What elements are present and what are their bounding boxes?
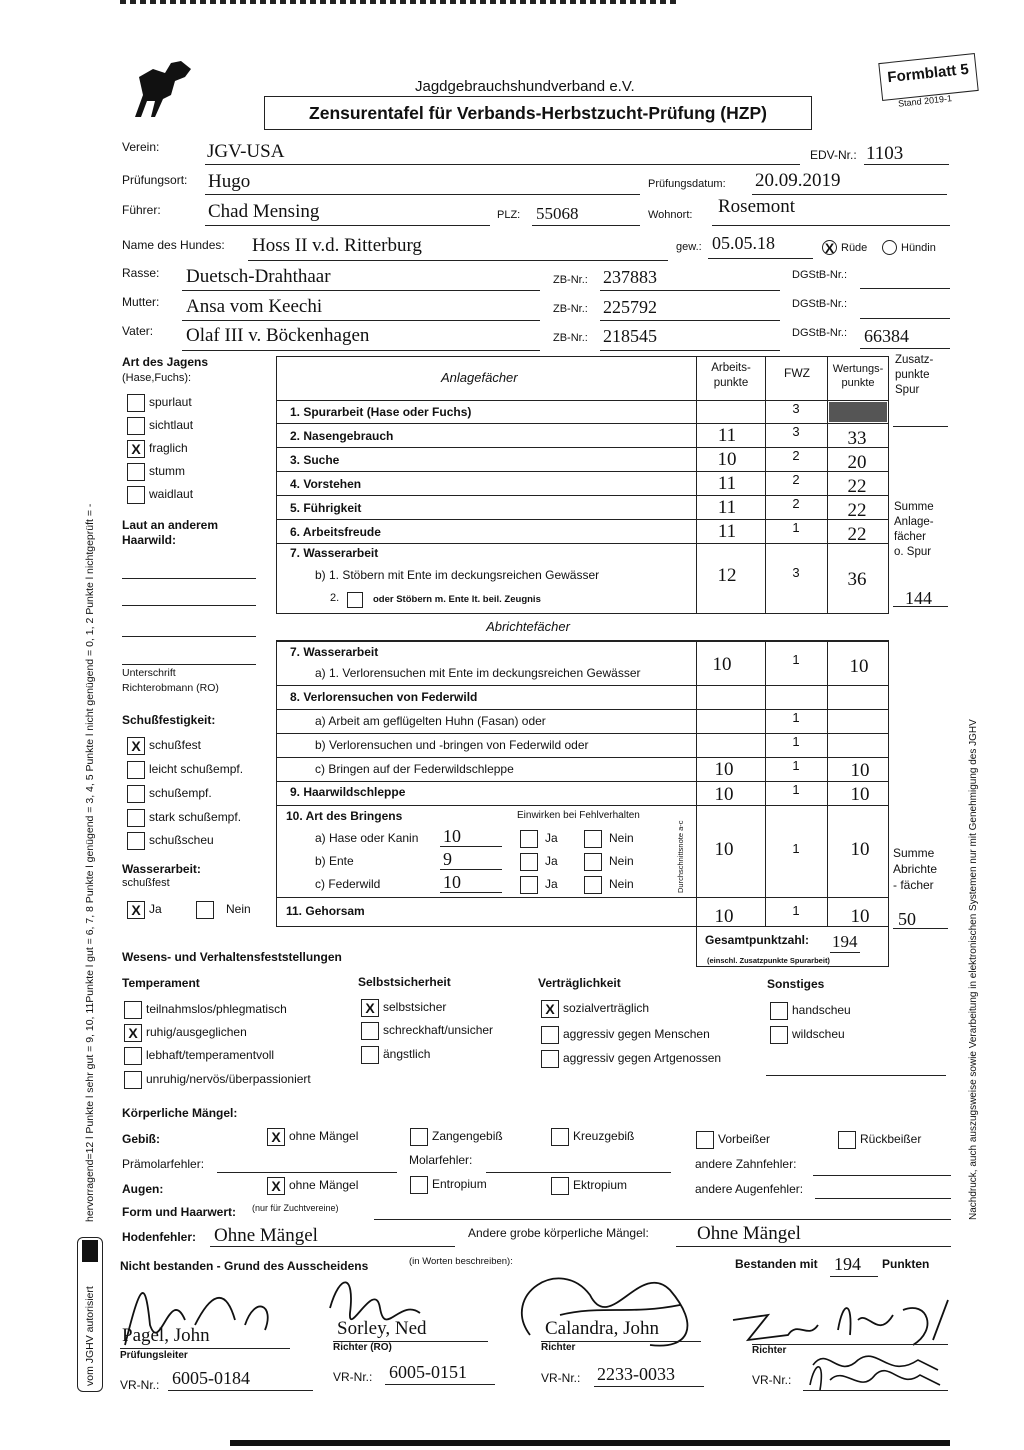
dgstb-label-3: DGStB-Nr.: — [792, 327, 848, 339]
punkten-label: Punkten — [882, 1257, 930, 1271]
hund-label: Name des Hundes: — [122, 238, 225, 252]
r10-title: 10. Art des Bringens — [286, 809, 403, 823]
row-2-label: 2. Nasengebrauch — [290, 429, 394, 443]
temp-opt-4[interactable]: unruhig/nervös/überpassioniert — [124, 1071, 311, 1089]
signature-vr-4 — [800, 1355, 950, 1400]
row-1-fwz: 3 — [792, 401, 800, 416]
koerper-title: Körperliche Mängel: — [122, 1106, 238, 1120]
judge-1-name: Pagel, John — [122, 1325, 210, 1346]
wasser-nein[interactable]: Nein — [196, 901, 251, 919]
datum-value: 20.09.2019 — [755, 170, 841, 191]
hund-value: Hoss II v.d. Ritterburg — [252, 235, 422, 256]
row-4-ap: 11 — [717, 473, 737, 494]
r10-fwz: 1 — [792, 841, 800, 856]
r9-ap: 10 — [714, 784, 734, 805]
zb-label-1: ZB-Nr.: — [553, 274, 588, 286]
art-sub: (Hase,Fuchs): — [122, 372, 192, 384]
schuss-schussfest[interactable]: X schußfest — [127, 737, 201, 755]
vr-label-2: VR-Nr.: — [333, 1370, 373, 1384]
wohnort-label: Wohnort: — [648, 209, 693, 221]
vertrag-opt-1[interactable]: X sozialverträglich — [541, 1000, 649, 1018]
fuehrer-value: Chad Mensing — [208, 201, 320, 222]
autorisiert-label: vom JGHV autorisiert — [84, 1286, 96, 1386]
r10a-nein[interactable]: Nein — [584, 830, 634, 848]
temp-opt-3[interactable]: lebhaft/temperamentvoll — [124, 1047, 274, 1065]
r11-fwz: 1 — [792, 903, 800, 918]
plz-value: 55068 — [536, 204, 579, 223]
gew-value: 05.05.18 — [712, 233, 775, 253]
dgstb-vater: 66384 — [864, 326, 909, 346]
gesamt-value: 194 — [832, 932, 858, 951]
judge-4-role: Richter — [752, 1345, 787, 1356]
row-3-ap: 10 — [717, 449, 737, 470]
a7-fwz: 1 — [792, 652, 800, 667]
r10-wp: 10 — [850, 839, 870, 860]
row-5-fwz: 2 — [792, 496, 800, 511]
vater-label: Vater: — [122, 324, 154, 338]
judge-3-role: Richter — [541, 1342, 576, 1353]
r10a-label: a) Hase oder Kanin — [315, 831, 419, 845]
row-4-fwz: 2 — [792, 472, 800, 487]
selbst-title: Selbstsicherheit — [358, 975, 451, 989]
judge-2-vr: 6005-0151 — [389, 1362, 467, 1382]
scan-edge-top — [120, 0, 680, 4]
selbst-opt-3[interactable]: ängstlich — [361, 1046, 430, 1064]
augen-ektropium[interactable]: Ektropium — [551, 1177, 627, 1195]
row-3-fwz: 2 — [792, 448, 800, 463]
unterschrift-label: Unterschrift — [122, 667, 176, 679]
judge-2-name: Sorley, Ned — [337, 1318, 427, 1339]
summe-anlage-value: 144 — [905, 588, 932, 608]
r10c-value: 10 — [443, 872, 461, 892]
hoden-label: Hodenfehler: — [122, 1230, 197, 1244]
andere-grob-label: Andere grobe körperliche Mängel: — [468, 1226, 649, 1240]
temp-opt-1[interactable]: teilnahmslos/phlegmatisch — [124, 1001, 287, 1019]
sonst-opt-2[interactable]: wildscheu — [770, 1026, 845, 1044]
judge-1-vr: 6005-0184 — [172, 1368, 250, 1388]
row-3-label: 3. Suche — [290, 453, 340, 467]
zb-vater: 218545 — [603, 326, 657, 346]
w7-b1-label: b) 1. Stöbern mit Ente im deckungsreichen Gewässer — [315, 568, 600, 582]
row-2-wp: 33 — [847, 428, 867, 449]
formblatt-badge: Formblatt 5 — [878, 53, 978, 101]
r11-label: 11. Gehorsam — [286, 904, 365, 918]
org-name: Jagdgebrauchshundverband e.V. — [415, 78, 635, 95]
art-spurlaut[interactable]: spurlaut — [127, 394, 192, 412]
praemolar-label: Prämolarfehler: — [122, 1157, 205, 1171]
schuss-title: Schußfestigkeit: — [122, 713, 216, 727]
vertrag-title: Verträglichkeit — [538, 976, 621, 990]
nicht-bestanden-label: Nicht bestanden - Grund des Ausscheidens — [120, 1259, 369, 1273]
verein-label: Verein: — [122, 140, 160, 154]
schuss-leicht[interactable]: leicht schußempf. — [127, 761, 243, 779]
row-3-wp: 20 — [847, 452, 867, 473]
sonst-opt-1[interactable]: handscheu — [770, 1002, 851, 1020]
laut-title-2: Haarwild: — [122, 533, 177, 547]
a7-title: 7. Wasserarbeit — [290, 645, 379, 659]
zb-label-3: ZB-Nr.: — [553, 332, 588, 344]
w7-b1-ap: 12 — [717, 565, 737, 586]
judge-1-role: Prüfungsleiter — [120, 1350, 188, 1361]
r8a-fwz: 1 — [792, 710, 800, 725]
row-6-label: 6. Arbeitsfreude — [290, 525, 381, 539]
bestanden-label: Bestanden mit — [735, 1257, 818, 1271]
augen-entropium[interactable]: Entropium — [410, 1176, 487, 1194]
row-2-ap: 11 — [717, 425, 737, 446]
w7-b2-num: 2. — [330, 592, 340, 604]
schuss-empf[interactable]: schußempf. — [127, 785, 212, 803]
schuss-scheu[interactable]: schußscheu — [127, 832, 214, 850]
art-sichtlaut[interactable]: sichtlaut — [127, 417, 193, 435]
wasser-sub: schußfest — [122, 877, 170, 889]
huendin-checkbox[interactable]: Hündin — [882, 240, 936, 255]
art-waidlaut[interactable]: waidlaut — [127, 486, 193, 504]
r9-wp: 10 — [850, 784, 870, 805]
jghv-logo — [125, 55, 200, 125]
gew-label: gew.: — [676, 241, 702, 253]
bestanden-value: 194 — [834, 1254, 861, 1274]
r10c-ja[interactable]: Ja — [520, 876, 558, 894]
w7-b1-fwz: 3 — [792, 565, 800, 580]
r10b-label: b) Ente — [315, 854, 354, 868]
gebiss-rueck[interactable]: Rückbeißer — [838, 1131, 921, 1149]
judge-2-role: Richter (RO) — [333, 1342, 392, 1353]
r10b-ja[interactable]: Ja — [520, 853, 558, 871]
a7-ap: 10 — [712, 654, 732, 675]
gesamt-label: Gesamtpunktzahl: — [705, 933, 810, 947]
row-4-wp: 22 — [847, 476, 867, 497]
form-title: Zensurentafel für Verbands-Herbstzucht-Prüfung (HZP) — [264, 96, 812, 130]
r10c-label: c) Federwild — [315, 877, 381, 891]
obmann-label: Richterobmann (RO) — [122, 682, 219, 694]
r10a-ja[interactable]: Ja — [520, 830, 558, 848]
gebiss-zangen[interactable]: Zangengebiß — [410, 1128, 503, 1146]
rasse-value: Duetsch-Drahthaar — [186, 266, 331, 287]
molar-label: Molarfehler: — [409, 1153, 473, 1167]
zb-label-2: ZB-Nr.: — [553, 303, 588, 315]
r8b-label: b) Verlorensuchen und -bringen von Federwild oder — [315, 738, 589, 752]
datum-label: Prüfungsdatum: — [648, 178, 726, 190]
form-label: Form und Haarwert: — [122, 1205, 237, 1219]
gebiss-vorbeisser[interactable]: Vorbeißer — [696, 1131, 770, 1149]
wesen-title: Wesens- und Verhaltensfeststellungen — [122, 950, 342, 964]
rasse-label: Rasse: — [122, 266, 160, 280]
h-anlage: Anlagefächer — [441, 370, 518, 385]
dgstb-label-1: DGStB-Nr.: — [792, 269, 848, 281]
wohnort-value: Rosemont — [718, 196, 796, 217]
w7-b2-label: oder Stöbern m. Ente lt. beil. Zeugnis — [373, 594, 541, 605]
r10c-nein[interactable]: Nein — [584, 876, 634, 894]
zb-rasse: 237883 — [603, 267, 657, 287]
temp-opt-2[interactable]: X ruhig/ausgeglichen — [124, 1024, 247, 1042]
row-5-label: 5. Führigkeit — [290, 501, 362, 515]
edv-label: EDV-Nr.: — [810, 148, 857, 162]
wasser-ja[interactable]: X Ja — [127, 901, 162, 919]
row-6-fwz: 1 — [792, 520, 800, 535]
r10b-value: 9 — [443, 849, 452, 869]
r11-ap: 10 — [714, 906, 734, 927]
r9-label: 9. Haarwildschleppe — [290, 785, 406, 799]
mutter-value: Ansa vom Keechi — [186, 296, 323, 317]
einwirken-label: Einwirken bei Fehlverhalten — [517, 810, 640, 821]
vr-label-1: VR-Nr.: — [120, 1378, 160, 1392]
r8a-label: a) Arbeit am geflügelten Huhn (Fasan) oder — [315, 714, 546, 728]
vertrag-opt-2[interactable]: aggressiv gegen Menschen — [541, 1026, 710, 1044]
a7-wp: 10 — [849, 656, 869, 677]
art-title: Art des Jagens — [122, 355, 209, 369]
row-4-label: 4. Vorstehen — [290, 477, 362, 491]
hoden-value: Ohne Mängel — [214, 1225, 318, 1246]
side-right-text: Nachdruck, auch auszugsweise sowie Verarbeitung in elektronischen Systemen nur mit Genehmigung des JGHV — [968, 719, 979, 1220]
h-fwz: FWZ — [784, 366, 810, 380]
r8c-fwz: 1 — [792, 758, 800, 773]
dgstb-label-2: DGStB-Nr.: — [792, 298, 848, 310]
summe-abricht-value: 50 — [898, 909, 916, 929]
verein-value: JGV-USA — [207, 141, 285, 162]
r10a-value: 10 — [443, 826, 461, 846]
wasser-title: Wasserarbeit: — [122, 862, 201, 876]
h-zusatz: Zusatz- punkte Spur — [895, 354, 934, 396]
vr-label-3: VR-Nr.: — [541, 1371, 581, 1385]
fuehrer-label: Führer: — [122, 203, 161, 217]
gebiss-kreuz[interactable]: Kreuzgebiß — [551, 1128, 634, 1146]
r8c-label: c) Bringen auf der Federwildschleppe — [315, 762, 514, 776]
edv-value: 1103 — [866, 143, 904, 164]
augen-label: Augen: — [122, 1182, 164, 1196]
zb-mutter: 225792 — [603, 297, 657, 317]
laut-title: Laut an anderem — [122, 518, 219, 532]
r9-fwz: 1 — [792, 782, 800, 797]
vater-value: Olaf III v. Böckenhagen — [186, 325, 370, 346]
gebiss-label: Gebiß: — [122, 1132, 160, 1146]
jghv-mark-icon — [82, 1240, 98, 1262]
h-wertung: Wertungs- punkte — [832, 363, 884, 389]
temperament-title: Temperament — [122, 976, 200, 990]
judge-3-vr: 2233-0033 — [597, 1364, 675, 1384]
mutter-label: Mutter: — [122, 295, 160, 309]
stand-label: Stand 2019-1 — [897, 93, 953, 109]
row-5-wp: 22 — [847, 500, 867, 521]
judge-3-name: Calandra, John — [545, 1318, 659, 1339]
augen-ohne[interactable]: X ohne Mängel — [267, 1177, 358, 1195]
w7-b1-wp: 36 — [847, 569, 867, 590]
row-6-ap: 11 — [717, 521, 737, 542]
row-2-fwz: 3 — [792, 424, 800, 439]
row-1-label: 1. Spurarbeit (Hase oder Fuchs) — [290, 405, 472, 419]
r10b-nein[interactable]: Nein — [584, 853, 634, 871]
r8-title: 8. Verlorensuchen von Federwild — [290, 690, 478, 704]
w7-b2-checkbox[interactable] — [347, 592, 363, 608]
w7-title: 7. Wasserarbeit — [290, 546, 379, 560]
ort-label: Prüfungsort: — [122, 173, 188, 187]
andere-zahn-label: andere Zahnfehler: — [695, 1157, 797, 1171]
vr-label-4: VR-Nr.: — [752, 1373, 792, 1387]
schuss-stark[interactable]: stark schußempf. — [127, 809, 241, 827]
durchschnitt-label: Durchschnittsnote a-c — [676, 820, 685, 893]
row-6-wp: 22 — [847, 524, 867, 545]
r8c-wp: 10 — [850, 760, 870, 781]
side-left-text: hervorragend=12 l Punkte l sehr gut = 9, 10, 11Punkte l gut = 6, 7, 8 Punkte l genügend = 3, 4, 5 Punkte l nicht genügend = 0, 1, 2 Punkte l nichtgeprüft = - — [84, 503, 96, 1222]
nicht-bestanden-note: (in Worten beschreiben): — [409, 1256, 513, 1267]
summe-anlage-label: Summe Anlage- fächer o. Spur — [894, 501, 934, 558]
gesamt-note: (einschl. Zusatzpunkte Spurarbeit) — [707, 956, 830, 965]
row-5-ap: 11 — [717, 497, 737, 518]
ruede-checkbox[interactable]: X Rüde — [822, 240, 867, 255]
vertrag-opt-3[interactable]: aggressiv gegen Artgenossen — [541, 1050, 721, 1068]
summe-abricht-label: Summe Abrichte - fächer — [893, 846, 938, 892]
spur-shaded — [829, 402, 887, 422]
r8b-fwz: 1 — [792, 734, 800, 749]
form-note: (nur für Zuchtvereine) — [252, 1203, 339, 1213]
r8c-ap: 10 — [714, 759, 734, 780]
gebiss-ohne[interactable]: X ohne Mängel — [267, 1128, 358, 1146]
sonstiges-title: Sonstiges — [767, 977, 825, 991]
art-fraglich[interactable]: X fraglich — [127, 440, 188, 458]
andere-augen-label: andere Augenfehler: — [695, 1182, 804, 1196]
a7-a1-label: a) 1. Verlorensuchen mit Ente im deckungsreichen Gewässer — [315, 666, 641, 680]
h-arbeit: Arbeits- punkte — [711, 362, 751, 389]
plz-label: PLZ: — [497, 209, 521, 221]
ort-value: Hugo — [208, 171, 251, 192]
art-stumm[interactable]: stumm — [127, 463, 185, 481]
scan-edge-bottom — [230, 1440, 950, 1446]
h-abricht: Abrichtefächer — [486, 619, 570, 634]
selbst-opt-2[interactable]: schreckhaft/unsicher — [361, 1022, 493, 1040]
r11-wp: 10 — [850, 906, 870, 927]
selbst-opt-1[interactable]: X selbstsicher — [361, 999, 446, 1017]
signature-calandra — [500, 1255, 730, 1365]
r10-ap: 10 — [714, 839, 734, 860]
andere-grob-value: Ohne Mängel — [697, 1223, 801, 1244]
